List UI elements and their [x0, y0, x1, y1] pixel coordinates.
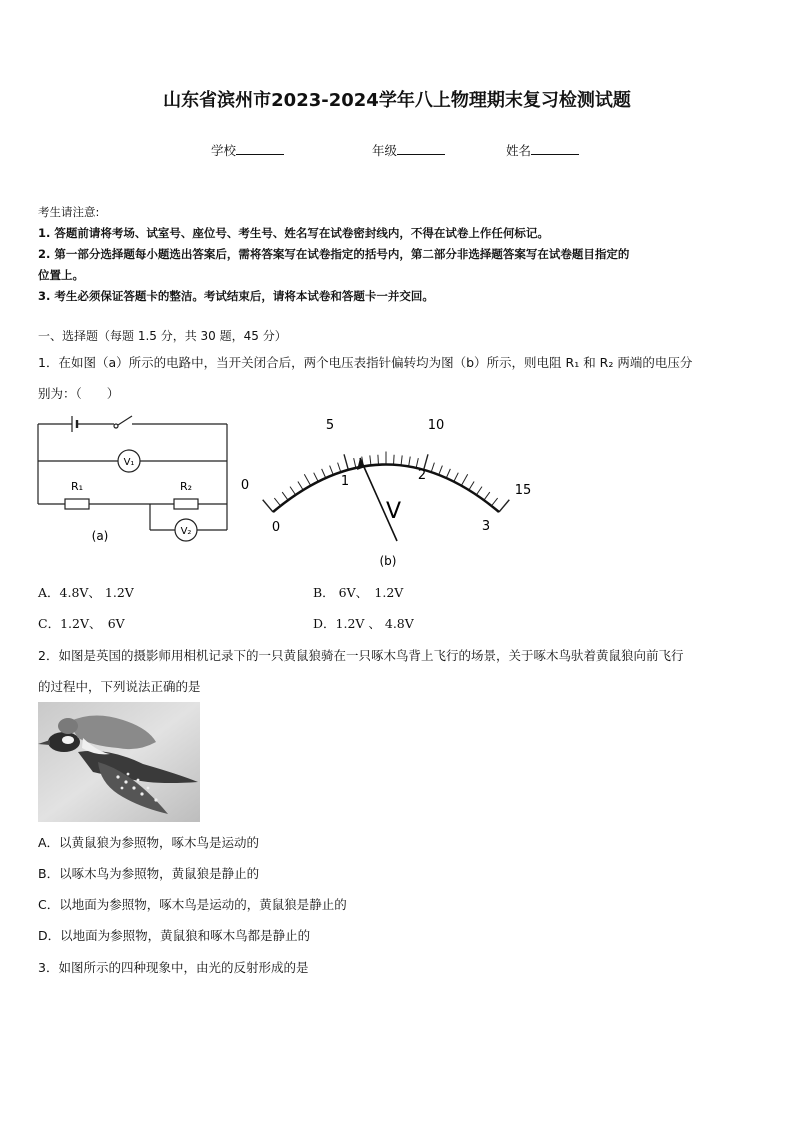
dial-tick — [290, 487, 296, 495]
v1-label: V₁ — [123, 457, 135, 468]
name-label: 姓名 — [506, 143, 532, 158]
dial-tick — [491, 498, 497, 506]
dial-tick — [439, 466, 443, 475]
q1-option-d[interactable]: D．1.2V 、 4.8V — [313, 616, 414, 631]
dial-tick — [338, 463, 341, 472]
dial-tick — [409, 457, 411, 467]
figure-a-label: (a) — [91, 529, 109, 543]
dial-tick — [476, 487, 482, 495]
name-blank[interactable] — [531, 142, 579, 155]
bottom-tick-2: 2 — [417, 468, 427, 483]
q2-stem-line1: 2．如图是英国的摄影师用相机记录下的一只黄鼠狼骑在一只啄木鸟背上飞行的场景，关于啄木鸟驮着黄鼠狼向前飞行 — [38, 648, 684, 663]
dial-tick — [454, 473, 459, 482]
v2-label: V₂ — [180, 526, 192, 537]
volt-symbol: V — [386, 499, 402, 524]
dial-tick — [446, 469, 450, 478]
q3-stem-line1: 3．如图所示的四种现象中，由光的反射形成的是 — [38, 960, 309, 975]
dial-tick — [378, 455, 379, 465]
q1-option-c[interactable]: C．1.2V、 6V — [38, 616, 125, 631]
q2-option-c[interactable]: C．以地面为参照物，啄木鸟是运动的，黄鼠狼是静止的 — [38, 897, 347, 912]
figure-b-label: (b) — [379, 554, 397, 568]
dial-tick — [431, 463, 434, 472]
q1-stem-line1: 1．在如图（a）所示的电路中，当开关闭合后，两个电压表指针偏转均为图（b）所示，则电阻 R₁ 和 R₂ 两端的电压分 — [38, 355, 693, 370]
circuit-diagram — [34, 410, 234, 550]
dial-tick — [394, 455, 395, 465]
dial-tick — [401, 455, 402, 465]
dial-tick — [304, 474, 310, 485]
q1-option-b[interactable]: B． 6V、 1.2V — [313, 585, 404, 600]
q2-stem-line2: 的过程中，下列说法正确的是 — [38, 679, 201, 694]
dial-tick — [469, 482, 474, 491]
top-tick-10: 10 — [427, 418, 445, 433]
switch-lever — [118, 416, 132, 425]
name-field[interactable] — [506, 141, 579, 159]
page-title: 山东省滨州市2023-2024学年八上物理期末复习检测试题 — [163, 90, 631, 111]
r2-label: R₂ — [179, 480, 193, 493]
top-tick-0: 0 — [240, 478, 250, 493]
top-tick-5: 5 — [325, 418, 335, 433]
q2-option-b[interactable]: B．以啄木鸟为参照物，黄鼠狼是静止的 — [38, 866, 260, 881]
grade-label: 年级 — [372, 143, 398, 158]
q1-option-a[interactable]: A．4.8V、 1.2V — [38, 585, 134, 600]
note-item: 位置上。 — [38, 268, 84, 282]
bottom-tick-3: 3 — [481, 519, 491, 534]
q2-option-a[interactable]: A．以黄鼠狼为参照物，啄木鸟是运动的 — [38, 835, 260, 850]
dial-tick — [274, 498, 280, 506]
bottom-tick-1: 1 — [340, 474, 350, 489]
dial-tick — [461, 474, 467, 485]
voltmeter-dial — [236, 412, 546, 572]
dial-tick — [298, 482, 303, 491]
exam-notes — [38, 202, 760, 307]
q2-option-d[interactable]: D．以地面为参照物，黄鼠狼和啄木鸟都是静止的 — [38, 928, 311, 943]
dial-tick — [499, 500, 509, 512]
dial-tick — [322, 469, 326, 478]
dial-tick — [416, 458, 418, 468]
dial-tick — [354, 458, 356, 468]
school-field[interactable] — [211, 141, 284, 159]
q1-stem-line2: 别为：（ ） — [38, 386, 120, 401]
top-tick-15: 15 — [514, 483, 532, 498]
school-blank[interactable] — [236, 142, 284, 155]
r1-label: R₁ — [70, 480, 84, 493]
resistor-r1 — [65, 499, 89, 509]
dial-tick — [344, 454, 348, 469]
note-item: 3. 考生必须保证答题卡的整洁。考试结束后，请将本试卷和答题卡一并交回。 — [38, 289, 434, 303]
dial-tick — [370, 455, 371, 465]
grade-blank[interactable] — [397, 142, 445, 155]
dial-tick — [314, 473, 319, 482]
dial-tick — [263, 500, 273, 512]
switch-pivot — [114, 424, 118, 428]
resistor-r2 — [174, 499, 198, 509]
school-label: 学校 — [211, 143, 237, 158]
note-item: 2. 第一部分选择题每小题选出答案后，需将答案写在试卷指定的括号内，第二部分非选择题答案写在试卷题目指定的 — [38, 247, 630, 261]
section-title: 一、选择题（每题 1.5 分，共 30 题，45 分） — [38, 329, 287, 343]
notes-heading: 考生请注意: — [38, 205, 100, 219]
weasel-woodpecker-photo — [38, 702, 200, 822]
dial-tick — [330, 466, 334, 475]
dial-tick — [484, 492, 490, 500]
dial-tick — [282, 492, 288, 500]
bottom-tick-0: 0 — [271, 520, 281, 535]
grade-field[interactable] — [372, 141, 445, 159]
note-item: 1. 答题前请将考场、试室号、座位号、考生号、姓名写在试卷密封线内，不得在试卷上作任何标记。 — [38, 226, 549, 240]
